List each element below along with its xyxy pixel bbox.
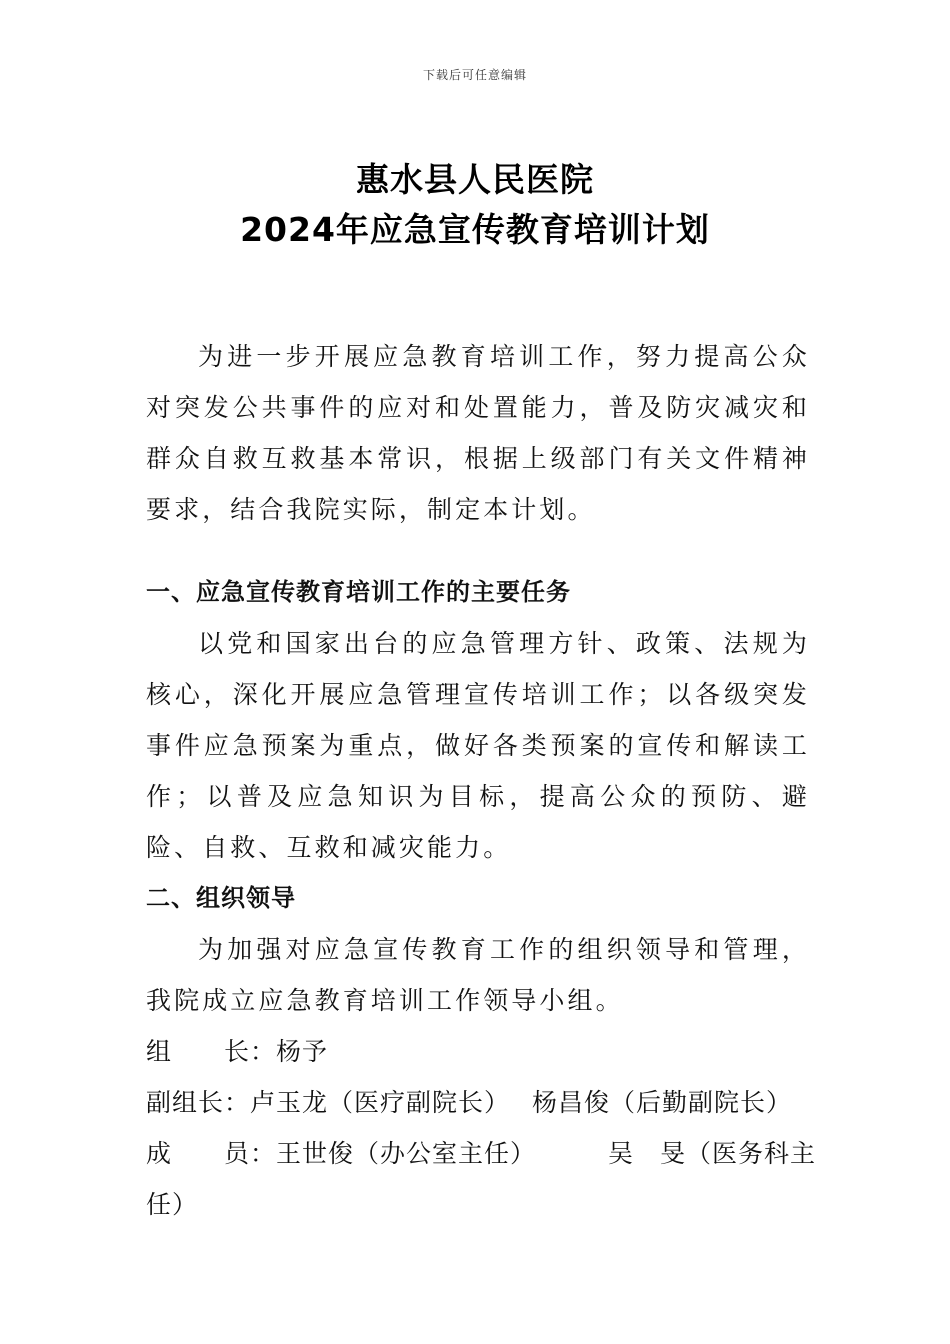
document-body bbox=[146, 331, 817, 1230]
deputy-2: 杨昌俊（后勤副院长） bbox=[532, 1088, 793, 1117]
member-label: 成 员： bbox=[146, 1139, 277, 1168]
intro-paragraph: 为进一步开展应急教育培训工作，努力提高公众对突发公共事件的应对和处置能力，普及防灾减灾和群众自救互救基本常识，根据上级部门有关文件精神要求，结合我院实际，制定本计划。 bbox=[146, 342, 810, 524]
member-1: 王世俊（办公室主任） bbox=[276, 1139, 537, 1168]
member-2-role-start: （医务科主 bbox=[686, 1139, 817, 1168]
document-title-line-1: 惠水县人民医院 bbox=[356, 160, 594, 199]
deputy-line bbox=[146, 1077, 810, 1128]
section-1-body: 以党和国家出台的应急管理方针、政策、法规为核心，深化开展应急管理宣传培训工作；以各级突发事件应急预案为重点，做好各类预案的宣传和解读工作；以普及应急知识为目标，提高公众的预防、避险、自救、互救和减灾能力。 bbox=[146, 629, 810, 862]
leader-label: 组 长： bbox=[146, 1037, 277, 1066]
section-2-body: 为加强对应急宣传教育工作的组织领导和管理，我院成立应急教育培训工作领导小组。 bbox=[146, 935, 810, 1015]
section-spacer bbox=[146, 535, 810, 567]
member-2-role-end: 任） bbox=[146, 1190, 199, 1219]
header-note: 下载后可任意编辑 bbox=[422, 68, 527, 82]
member-line bbox=[146, 1128, 817, 1179]
leader-line bbox=[146, 1026, 810, 1077]
section-1-heading: 一、应急宣传教育培训工作的主要任务 bbox=[146, 578, 571, 606]
member-2-name: 吴 旻 bbox=[608, 1139, 687, 1168]
leader-name: 杨予 bbox=[276, 1037, 329, 1066]
deputy-label: 副组长： bbox=[146, 1088, 251, 1117]
document-title-line-2: 2024年应急宣传教育培训计划 bbox=[240, 210, 710, 249]
member-line-continued bbox=[146, 1179, 810, 1230]
deputy-1: 卢玉龙（医疗副院长） bbox=[250, 1088, 511, 1117]
section-2-heading: 二、组织领导 bbox=[146, 884, 296, 912]
